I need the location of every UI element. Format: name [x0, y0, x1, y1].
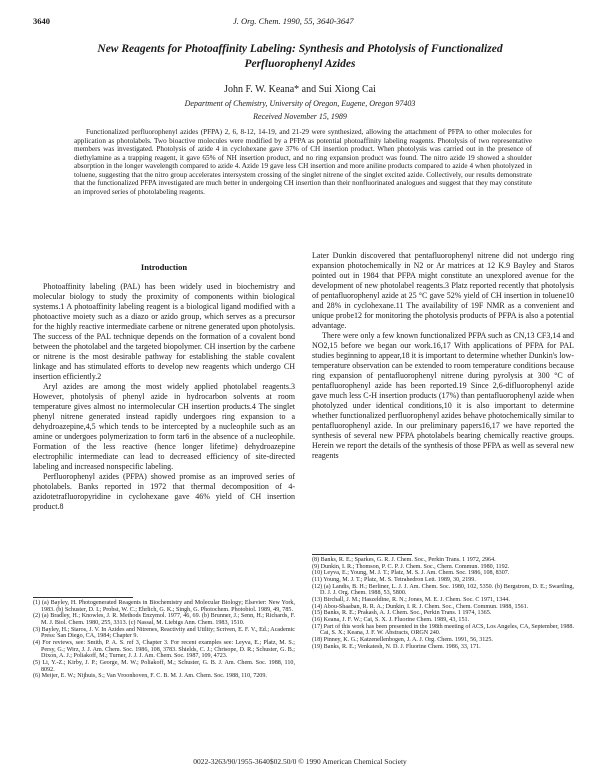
footnote: (5) Li, Y.-Z.; Kirby, J. P.; George, M. W.; Poliakoff, M.; Schuster, G. B. J. Am. Chem. Soc. 1988, 110, 8092. [33, 659, 295, 673]
footnote: (3) Bayley, H.; Staros, J. V. In Azides and Nitrenes, Reactivity and Utility; Scriven, E. F. V., Ed.; Academic Press: San Diego, CA, 1984; Chapter 9. [33, 626, 295, 640]
footnote: (1) (a) Bayley, H. Photogenerated Reagents in Biochemistry and Molecular Biology; Elsevier: New York, 1983. (b) Schuster, D. I.; Probst, W. C.; Ehrlich, G. K.; Singh, G. Photochem. Photobiol. 1989, 49, 785. [33, 600, 295, 613]
footnote: (19) Banks, R. E.; Venkatesh, N. D. J. Fluorine Chem. 1986, 33, 171. [312, 643, 481, 650]
footnote: (12) (a) Landis, B. H.; Berliner, L. J. J. Am. Chem. Soc. 1980, 102, 5350. (b) Bergstrom, D. E.; Swartling, D. J. J. Org. Chem. 1988, 53, 5800. [312, 583, 574, 597]
footnote: (8) Banks, R. E.; Sparkes, G. R. J. Chem. Soc., Perkin Trans. 1 1972, 2964. [312, 557, 496, 563]
footnote: (6) Meijer, E. W.; Nijhuis, S.; Van Vroonhoven, F. C. B. M. J. Am. Chem. Soc. 1988, 110, 7209. [33, 673, 267, 680]
footnote: (14) Abou-Shaaban, R. R. A.; Dunkin, I. R. J. Chem. Soc., Chem. Commun. 1988, 1561. [312, 603, 529, 610]
body-paragraph: Photoaffinity labeling (PAL) has been widely used in biochemistry and molecular biology to study the proximity of components within biological systems.1 A photoaffinity labeling reagent is a biological ligand modified with a photoactive moiety such as a diazo or azido group, which serves as a precursor for the highly reactive intermediate carbene or nitrene generated upon photolysis. The success of the PAL technique depends on the formation of a covalent bond between the photolabel and the targeted biopolymer. CH insertion by the carbene or nitrene is the most desirable pathway for establishing the stable covalent linkage and has stimulated efforts to develop new reagents which undergo CH insertion efficiently.2 [33, 282, 295, 381]
footnote-divider [33, 597, 133, 598]
page-footer: 0022-3263/90/1955-3640$02.50/0 © 1990 American Chemical Society [193, 757, 407, 766]
left-column [33, 262, 295, 512]
body-paragraph: Later Dunkin discovered that pentafluorophenyl nitrene did not undergo ring expansion photochemically in N2 or Ar matrices at 12 K.9 Bayley and Staros pointed out in 1984 that PFPA might constitute an unexplored avenue for the development of new photolabel reagents.3 Platz reported recently that photolysis of pentafluorophenyl azide at 25 °C gave 52% yield of CH insertion in toluene10 and 28% in cyclohexane.11 The availability of 19F NMR as a convenient and unique probe12 for monitoring the photolysis products of PFPA is also a potential advantage. [312, 251, 574, 330]
authors: John F. W. Keana* and Sui Xiong Cai [224, 84, 376, 95]
body-paragraph: There were only a few known functionalized PFPA such as CN,13 CF3,14 and NO2,15 before we began our work.16,17 With applications of PFPA for PAL studies beginning to appear,18 it is important to determine whether Dunkin's low-temperature observation can be extended to room temperature conditions because ring expansion of pentafluorophenyl nitrene during pyrolysis at 300 °C of pentafluorophenyl azide has been reported.19 Since 2,6-difluorophenyl azide gave much less C-H insertion products (17%) than pentafluorophenyl azide when photolyzed under identical conditions,10 it is also important to determine whether functionalized perfluorophenyl azides behave photochemically similar to pentafluorophenyl azide. In our preliminary papers16,17 we have reported the synthesis of several new PFPA photolabels bearing chemically reactive groups. Herein we report the details of the synthesis of those PFPA as well as several new reagents [312, 331, 574, 460]
footnote: (13) Birchall, J. M.; Haszeldine, R. N.; Jones, M. E. J. Chem. Soc. C 1971, 1344. [312, 596, 510, 603]
footnote: (18) Pinney, K. G.; Katzenellenbogen, J. A. J. Org. Chem. 1991, 56, 3125. [312, 636, 493, 643]
footnote: (2) (a) Bradley, H.; Knowles, J. R. Methods Enzymol. 1977, 46, 69. (b) Brunner, J.; Senn, H.; Richards, F. M. J. Biol. Chem. 1980, 255, 3313. (c) Nassal, M. Liebigs Ann. Chem. 1983, 1510. [33, 613, 295, 626]
right-column [312, 251, 574, 461]
footnote: (15) Banks, R. E.; Prakash, A. J. Chem. Soc., Perkin Trans. 1 1974, 1365. [312, 610, 492, 617]
page-number: 3640 [33, 16, 50, 26]
body-paragraph: Aryl azides are among the most widely applied photolabel reagents.3 However, photolysis of phenyl azide in hydrocarbon solvents at room temperature gives almost no intermolecular CH insertion products.4 The singlet phenyl nitrene generated instead rapidly undergoes ring expansion to a dehydroazepine,4,5 which tends to be intercepted by a nucleophile such as an amine or undergoes polymerization to form tar6 in the absence of a nucleophile. Formation of the less reactive (hence longer lifetime) dehydroazepine electrophilic intermediate can lead to decreased efficiency of site-directed labeling and increased nonspecific labeling. [33, 382, 295, 471]
running-header [33, 16, 560, 28]
footnote: (16) Keana, J. F. W.; Cai, S. X. J. Fluorine Chem. 1989, 43, 151. [312, 616, 470, 623]
article-title: New Reagents for Photoaffinity Labeling: Synthesis and Photolysis of Functionalized Perfluorophenyl Azides [97, 43, 503, 70]
footnote: (10) Leyva, E.; Young, M. J. T.; Platz, M. S. J. Am. Chem. Soc. 1986, 108, 8307. [312, 570, 510, 577]
footnote-divider [312, 554, 412, 555]
footnotes-left [33, 600, 295, 680]
journal-citation: J. Org. Chem. 1990, 55, 3640-3647 [233, 16, 354, 26]
abstract: Functionalized perfluorophenyl azides (PFPA) 2, 6, 8-12, 14-19, and 21-29 were synthesized, allowing the attachment of PFPA to other molecules for application as photolabels. Two bioactive molecules were modified by a PFPA as potential photoaffinity labeling reagents. Photolysis of two representative members was investigated. Photolysis of azide 4 in cyclohexane gave 37% of CH insertion product. When photolysis was carried out in the presence of diethylamine as a trapping reagent, it gave 65% of NH insertion product, and no ring expansion product was found. The nitro azide 19 showed a shoulder absorption in the longer wavelength compared to azide 4. Azide 19 gave less CH insertion and more aniline products compared to azide 4 when photolyzed in toluene, suggesting that the nitro group accelerates intersystem crossing of the singlet nitrene of the singlet excited azide. Collectively, our results demonstrate that the functionalized PFPA investigated are much better in undergoing CH insertion than their nonfluorinated analogues and suggest that they may constitute an improved series of photolabeling reagents. [74, 128, 532, 196]
footnotes-right [312, 557, 574, 650]
footnote: (17) Part of this work has been presented in the 198th meeting of ACS, Los Angeles, CA, September, 1988. Cai, S. X.; Keana, J. F. W. Abstracts, ORGN 240. [312, 623, 574, 637]
section-heading-introduction: Introduction [140, 262, 188, 272]
received-date: Received November 15, 1989 [253, 112, 347, 121]
footnote: (9) Dunkin, I. R.; Thomson, P. C. P. J. Chem. Soc., Chem. Commun. 1980, 1192. [312, 563, 510, 570]
body-paragraph: Perfluorophenyl azides (PFPA) showed promise as an improved series of photolabels. Banks reported in 1972 that thermal decomposition of 4-azidotetrafluoropyridine in cyclohexane gave 46% yield of CH insertion product.8 [33, 472, 295, 511]
affiliation: Department of Chemistry, University of Oregon, Eugene, Oregon 97403 [184, 99, 416, 108]
footnote: (11) Young, M. J. T.; Platz, M. S. Tetrahedron Lett. 1989, 30, 2199. [312, 576, 476, 583]
footnote: (4) For reviews, see: Smith, P. A. S. ref 3, Chapter 3. For recent examples see: Leyva, E.; Platz, M. S.; Persy, G.; Wirz, J. J. Am. Chem. Soc. 1986, 108, 3783. Shields, C. J.; Chrisope, D. R.; Schuster, G. B.; Dixon, A. J.; Poliakoff, M.; Turner, J. J. J. Am. Chem. Soc. 1987, 109, 4723. [33, 639, 295, 660]
